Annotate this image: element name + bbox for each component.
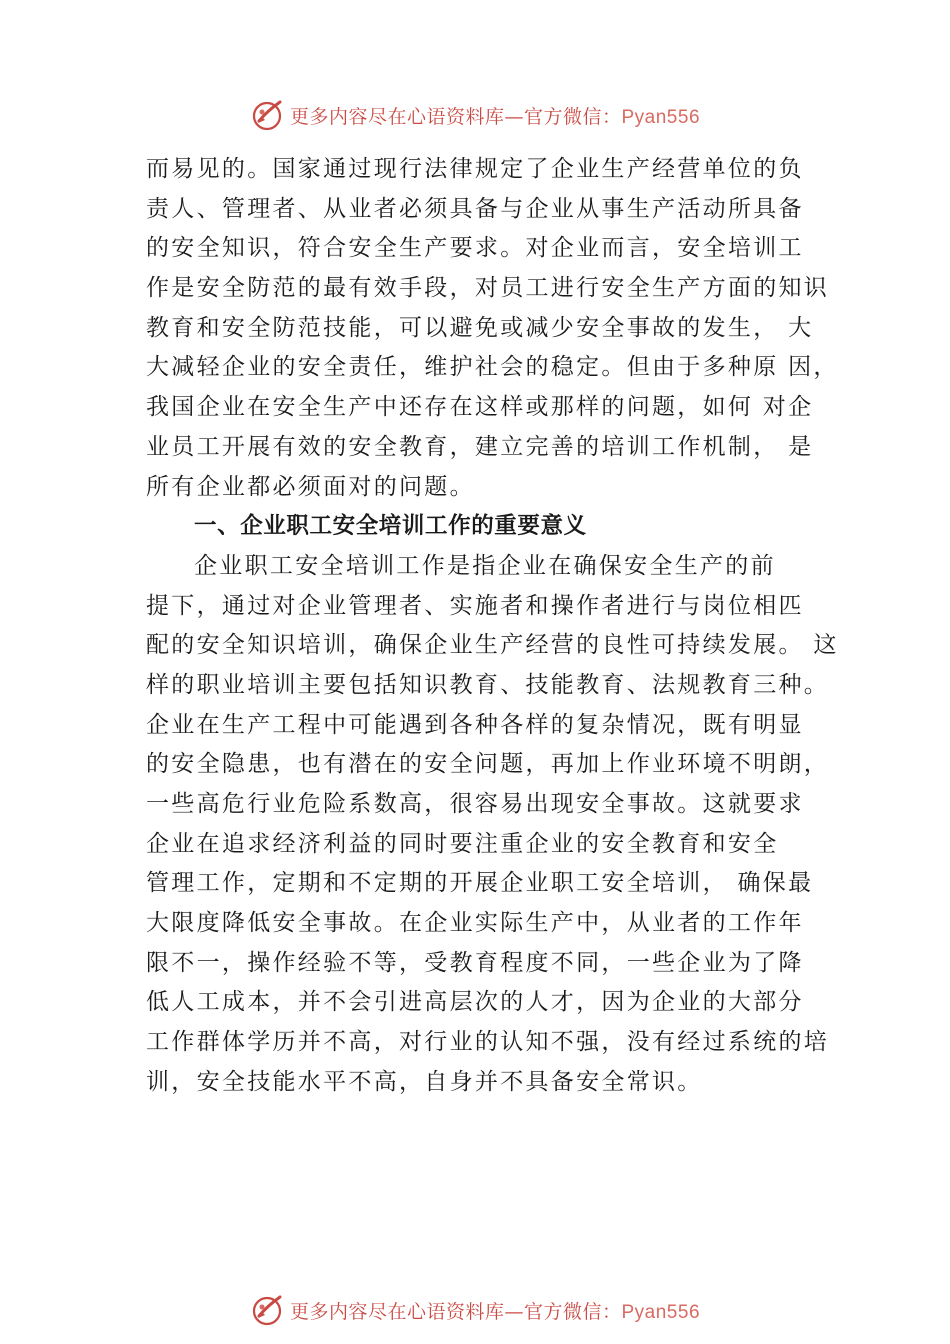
text-line: 大减轻企业的安全责任，维护社会的稳定。但由于多种原 因， [146,354,839,381]
text-line: 所有企业都必须面对的问题。 [146,473,475,500]
text-line: 企业在追求经济利益的同时要注重企业的安全教育和安全 [146,830,779,857]
text-line: 作是安全防范的最有效手段，对员工进行安全生产方面的知识 [146,275,830,302]
paragraph-1 [146,150,839,507]
section-heading: 一、企业职工安全培训工作的重要意义 [194,513,587,540]
text-line: 低人工成本，并不会引进高层次的人才，因为企业的大部分 [146,989,804,1016]
brush-logo-icon [250,1292,286,1328]
text-line: 企业职工安全培训工作是指企业在确保安全生产的前 [194,552,776,579]
text-line: 教育和安全防范技能，可以避免或减少安全事故的发生， 大 [146,314,814,341]
text-line: 的安全隐患，也有潜在的安全问题，再加上作业环境不明朗， [146,751,830,778]
document-body [146,150,839,1103]
brush-logo-icon [250,97,286,133]
watermark-text: 更多内容尽在心语资料库—官方微信：Pyan556 [289,1300,701,1323]
watermark-header [0,95,950,135]
watermark-text: 更多内容尽在心语资料库—官方微信：Pyan556 [289,105,701,128]
text-line: 工作群体学历并不高，对行业的认知不强，没有经过系统的培 [146,1029,830,1056]
text-line: 配的安全知识培训，确保企业生产经营的良性可持续发展。 这 [146,632,839,659]
text-line: 企业在生产工程中可能遇到各种各样的复杂情况，既有明显 [146,711,804,738]
paragraph-2 [146,547,839,1103]
text-line: 的安全知识，符合安全生产要求。对企业而言，安全培训工 [146,235,804,262]
text-line: 提下，通过对企业管理者、实施者和操作者进行与岗位相匹 [146,592,804,619]
text-line: 限不一，操作经验不等，受教育程度不同，一些企业为了降 [146,949,804,976]
text-line: 大限度降低安全事故。在企业实际生产中，从业者的工作年 [146,910,804,937]
text-line: 我国企业在安全生产中还存在这样或那样的问题，如何 对企 [146,394,814,421]
text-line: 训，安全技能水平不高，自身并不具备安全常识。 [146,1068,703,1095]
text-line: 而易见的。国家通过现行法律规定了企业生产经营单位的负 [146,156,804,182]
text-line: 管理工作，定期和不定期的开展企业职工安全培训， 确保最 [146,870,814,897]
text-line: 一些高危行业危险系数高，很容易出现安全事故。这就要求 [146,791,804,817]
watermark-footer [0,1290,950,1330]
text-line: 样的职业培训主要包括知识教育、技能教育、法规教育三种。 [146,671,830,698]
text-line: 责人、管理者、从业者必须具备与企业从事生产活动所具备 [146,195,804,222]
text-line: 业员工开展有效的安全教育，建立完善的培训工作机制， 是 [146,433,814,460]
